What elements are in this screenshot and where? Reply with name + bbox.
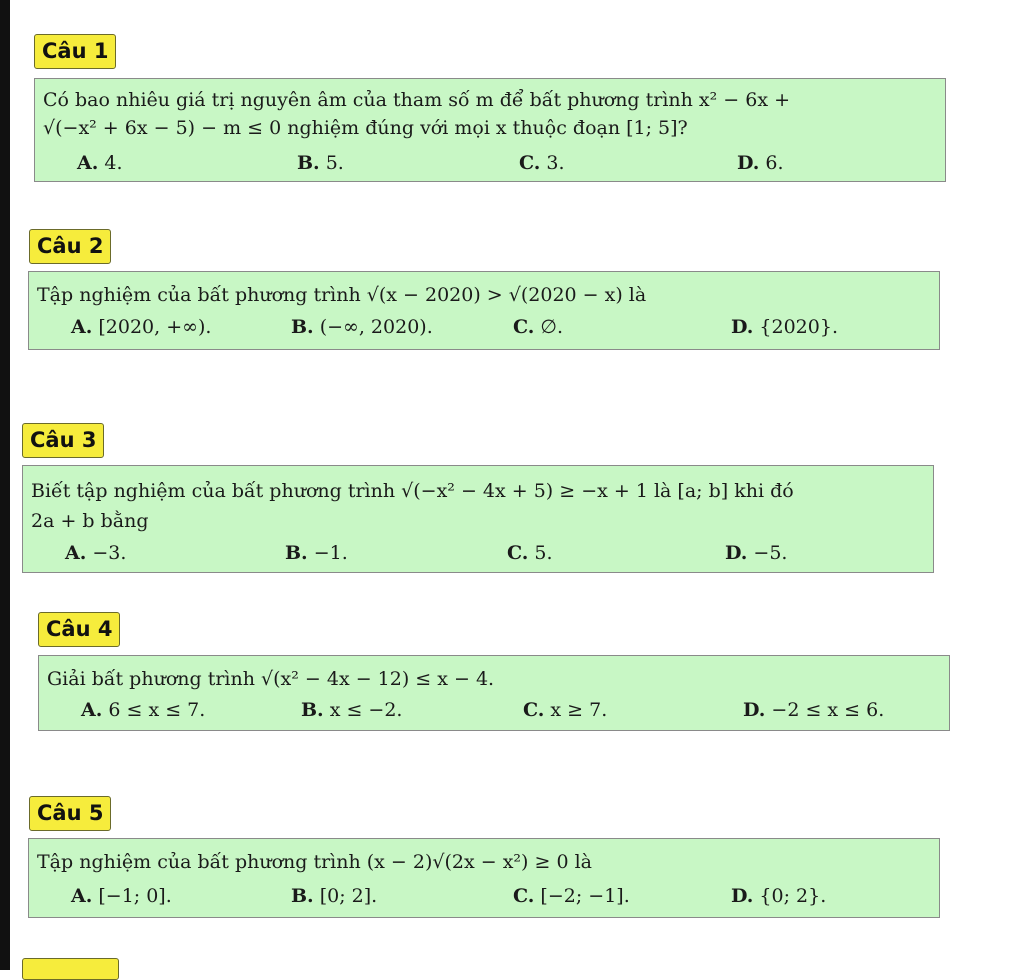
question-3-box — [22, 465, 934, 573]
question-5-label: Câu 5 — [29, 796, 111, 831]
option-text: {0; 2}. — [759, 885, 827, 907]
option-text: −5. — [753, 542, 788, 564]
question-4-option-a[interactable] — [81, 697, 205, 724]
question-5-text-line-1: Tập nghiệm của bất phương trình (x − 2)√(2x − x²) ≥ 0 là — [37, 851, 592, 873]
next-question-label-partial — [22, 958, 119, 980]
option-key: A. — [81, 699, 103, 721]
option-text: 3. — [546, 152, 565, 174]
question-1-option-a[interactable] — [77, 150, 123, 177]
question-2-option-b[interactable] — [291, 314, 433, 341]
option-key: A. — [71, 316, 93, 338]
question-5-box — [28, 838, 940, 918]
question-1-option-d[interactable] — [737, 150, 784, 177]
question-3-option-d[interactable] — [725, 540, 787, 567]
option-key: A. — [65, 542, 87, 564]
option-key: B. — [285, 542, 308, 564]
question-2-option-c[interactable] — [513, 314, 563, 341]
question-1-box — [34, 78, 946, 182]
question-1-text-line-2: √(−x² + 6x − 5) − m ≤ 0 nghiệm đúng với mọi x thuộc đoạn [1; 5]? — [43, 117, 688, 139]
question-4-option-b[interactable] — [301, 697, 402, 724]
option-text: [0; 2]. — [319, 885, 378, 907]
question-3-text-line-2: 2a + b bằng — [31, 510, 149, 532]
option-key: A. — [77, 152, 99, 174]
question-3-label: Câu 3 — [22, 423, 104, 458]
option-text: (−∞, 2020). — [319, 316, 433, 338]
question-4-label: Câu 4 — [38, 612, 120, 647]
option-key: D. — [743, 699, 766, 721]
question-3-text-line-1: Biết tập nghiệm của bất phương trình √(−x² − 4x + 5) ≥ −x + 1 là [a; b] khi đó — [31, 480, 794, 502]
question-1-option-b[interactable] — [297, 150, 344, 177]
option-text: 6 ≤ x ≤ 7. — [108, 699, 206, 721]
option-text: {2020}. — [759, 316, 838, 338]
option-text: −2 ≤ x ≤ 6. — [771, 699, 885, 721]
question-5-option-c[interactable] — [513, 883, 630, 910]
option-text: [2020, +∞). — [98, 316, 212, 338]
question-3-option-c[interactable] — [507, 540, 553, 567]
question-5-option-d[interactable] — [731, 883, 826, 910]
option-key: C. — [519, 152, 541, 174]
question-2-option-d[interactable] — [731, 314, 838, 341]
option-key: C. — [513, 316, 535, 338]
question-4-text-line-1: Giải bất phương trình √(x² − 4x − 12) ≤ x − 4. — [47, 668, 495, 690]
question-1-text-line-1: Có bao nhiêu giá trị nguyên âm của tham số m để bất phương trình x² − 6x + — [43, 89, 791, 111]
option-key: C. — [513, 885, 535, 907]
option-text: [−2; −1]. — [540, 885, 630, 907]
question-1-option-c[interactable] — [519, 150, 565, 177]
option-text: −1. — [313, 542, 348, 564]
option-key: B. — [291, 316, 314, 338]
left-edge-bar — [0, 0, 10, 970]
question-5-option-b[interactable] — [291, 883, 377, 910]
question-3-option-b[interactable] — [285, 540, 348, 567]
option-key: A. — [71, 885, 93, 907]
option-key: C. — [507, 542, 529, 564]
question-2-label: Câu 2 — [29, 229, 111, 264]
option-key: D. — [731, 885, 754, 907]
option-text: [−1; 0]. — [98, 885, 172, 907]
option-key: D. — [731, 316, 754, 338]
question-5-option-a[interactable] — [71, 883, 172, 910]
option-text: 4. — [104, 152, 123, 174]
question-1-label: Câu 1 — [34, 34, 116, 69]
option-key: B. — [301, 699, 324, 721]
option-text: 5. — [534, 542, 553, 564]
question-4-option-d[interactable] — [743, 697, 884, 724]
option-text: x ≥ 7. — [550, 699, 608, 721]
option-key: D. — [725, 542, 748, 564]
question-4-box — [38, 655, 950, 731]
option-key: D. — [737, 152, 760, 174]
option-key: C. — [523, 699, 545, 721]
option-text: 6. — [765, 152, 784, 174]
option-key: B. — [297, 152, 320, 174]
question-2-option-a[interactable] — [71, 314, 211, 341]
option-text: −3. — [92, 542, 127, 564]
option-key: B. — [291, 885, 314, 907]
question-4-option-c[interactable] — [523, 697, 607, 724]
question-2-box — [28, 271, 940, 350]
option-text: ∅. — [540, 316, 563, 338]
question-2-text-line-1: Tập nghiệm của bất phương trình √(x − 2020) > √(2020 − x) là — [37, 284, 647, 306]
option-text: x ≤ −2. — [329, 699, 403, 721]
question-3-option-a[interactable] — [65, 540, 126, 567]
option-text: 5. — [325, 152, 344, 174]
